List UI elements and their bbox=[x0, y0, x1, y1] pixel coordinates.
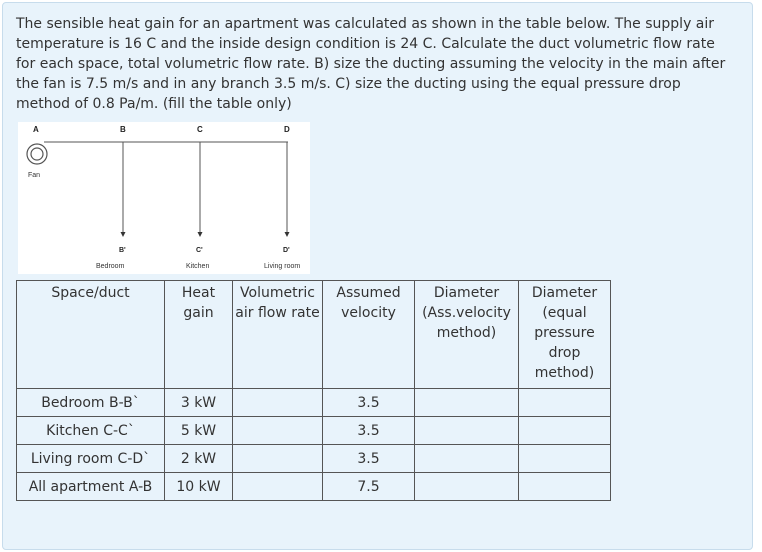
table-row bbox=[17, 445, 611, 473]
cell-velocity: 7.5 bbox=[323, 473, 415, 501]
cell-diameter-equal[interactable] bbox=[519, 473, 611, 501]
cell-diameter-equal[interactable] bbox=[519, 389, 611, 417]
cell-volumetric-flow[interactable] bbox=[233, 473, 323, 501]
cell-diameter-assumed[interactable] bbox=[415, 389, 519, 417]
cell-heat-gain: 5 kW bbox=[165, 417, 233, 445]
branch-b-arrow bbox=[121, 232, 126, 237]
cell-velocity: 3.5 bbox=[323, 389, 415, 417]
cell-diameter-assumed[interactable] bbox=[415, 445, 519, 473]
table-row bbox=[17, 473, 611, 501]
room-label-bedroom: Bedroom bbox=[96, 263, 125, 270]
cell-diameter-equal[interactable] bbox=[519, 445, 611, 473]
fan-icon bbox=[27, 144, 47, 164]
cell-heat-gain: 10 kW bbox=[165, 473, 233, 501]
room-label-living-room: Living room bbox=[264, 263, 301, 270]
cell-velocity: 3.5 bbox=[323, 417, 415, 445]
cell-diameter-equal[interactable] bbox=[519, 417, 611, 445]
cell-space: Living room C-D` bbox=[17, 445, 165, 473]
cell-space: Kitchen C-C` bbox=[17, 417, 165, 445]
fan-label: Fan bbox=[28, 172, 41, 179]
header-assumed-velocity: Assumed velocity bbox=[323, 281, 415, 389]
branch-c-arrow bbox=[198, 232, 203, 237]
cell-volumetric-flow[interactable] bbox=[233, 389, 323, 417]
header-heat-gain: Heat gain bbox=[165, 281, 233, 389]
cell-velocity: 3.5 bbox=[323, 445, 415, 473]
duct-diagram bbox=[18, 122, 310, 274]
node-label-b-prime: B' bbox=[119, 247, 126, 254]
header-space-duct: Space/duct bbox=[17, 281, 165, 389]
node-label-c: C bbox=[197, 125, 203, 134]
table-row bbox=[17, 417, 611, 445]
cell-heat-gain: 3 kW bbox=[165, 389, 233, 417]
cell-space: All apartment A-B bbox=[17, 473, 165, 501]
node-label-d-prime: D' bbox=[283, 247, 290, 254]
node-label-b: B bbox=[120, 125, 126, 134]
table-row bbox=[17, 389, 611, 417]
node-label-a: A bbox=[33, 125, 39, 134]
header-diameter-equal-pressure: Diameter (equal pressure drop method) bbox=[519, 281, 611, 389]
node-label-c-prime: C' bbox=[196, 247, 203, 254]
cell-space: Bedroom B-B` bbox=[17, 389, 165, 417]
header-diameter-assumed-velocity: Diameter (Ass.velocity method) bbox=[415, 281, 519, 389]
branch-d-arrow bbox=[285, 232, 290, 237]
cell-diameter-assumed[interactable] bbox=[415, 473, 519, 501]
header-volumetric-flow: Volumetric air flow rate bbox=[233, 281, 323, 389]
table-header-row bbox=[17, 281, 611, 389]
cell-volumetric-flow[interactable] bbox=[233, 417, 323, 445]
cell-diameter-assumed[interactable] bbox=[415, 417, 519, 445]
duct-sizing-table bbox=[16, 280, 611, 501]
room-label-kitchen: Kitchen bbox=[186, 263, 210, 270]
question-text: The sensible heat gain for an apartment was calculated as shown in the table below. The supply air temperature is 16 C and the inside design condition is 24 C. Calculate the duct volumetric flow rate for each space, total volumetric flow rate. B) size the ducting assuming the velocity in the main after the fan is 7.5 m/s and in any branch 3.5 m/s. C) size the ducting using the equal pressure drop method of 0.8 Pa/m. (fill the table only) bbox=[16, 16, 726, 112]
node-label-d: D bbox=[284, 125, 290, 134]
cell-heat-gain: 2 kW bbox=[165, 445, 233, 473]
cell-volumetric-flow[interactable] bbox=[233, 445, 323, 473]
